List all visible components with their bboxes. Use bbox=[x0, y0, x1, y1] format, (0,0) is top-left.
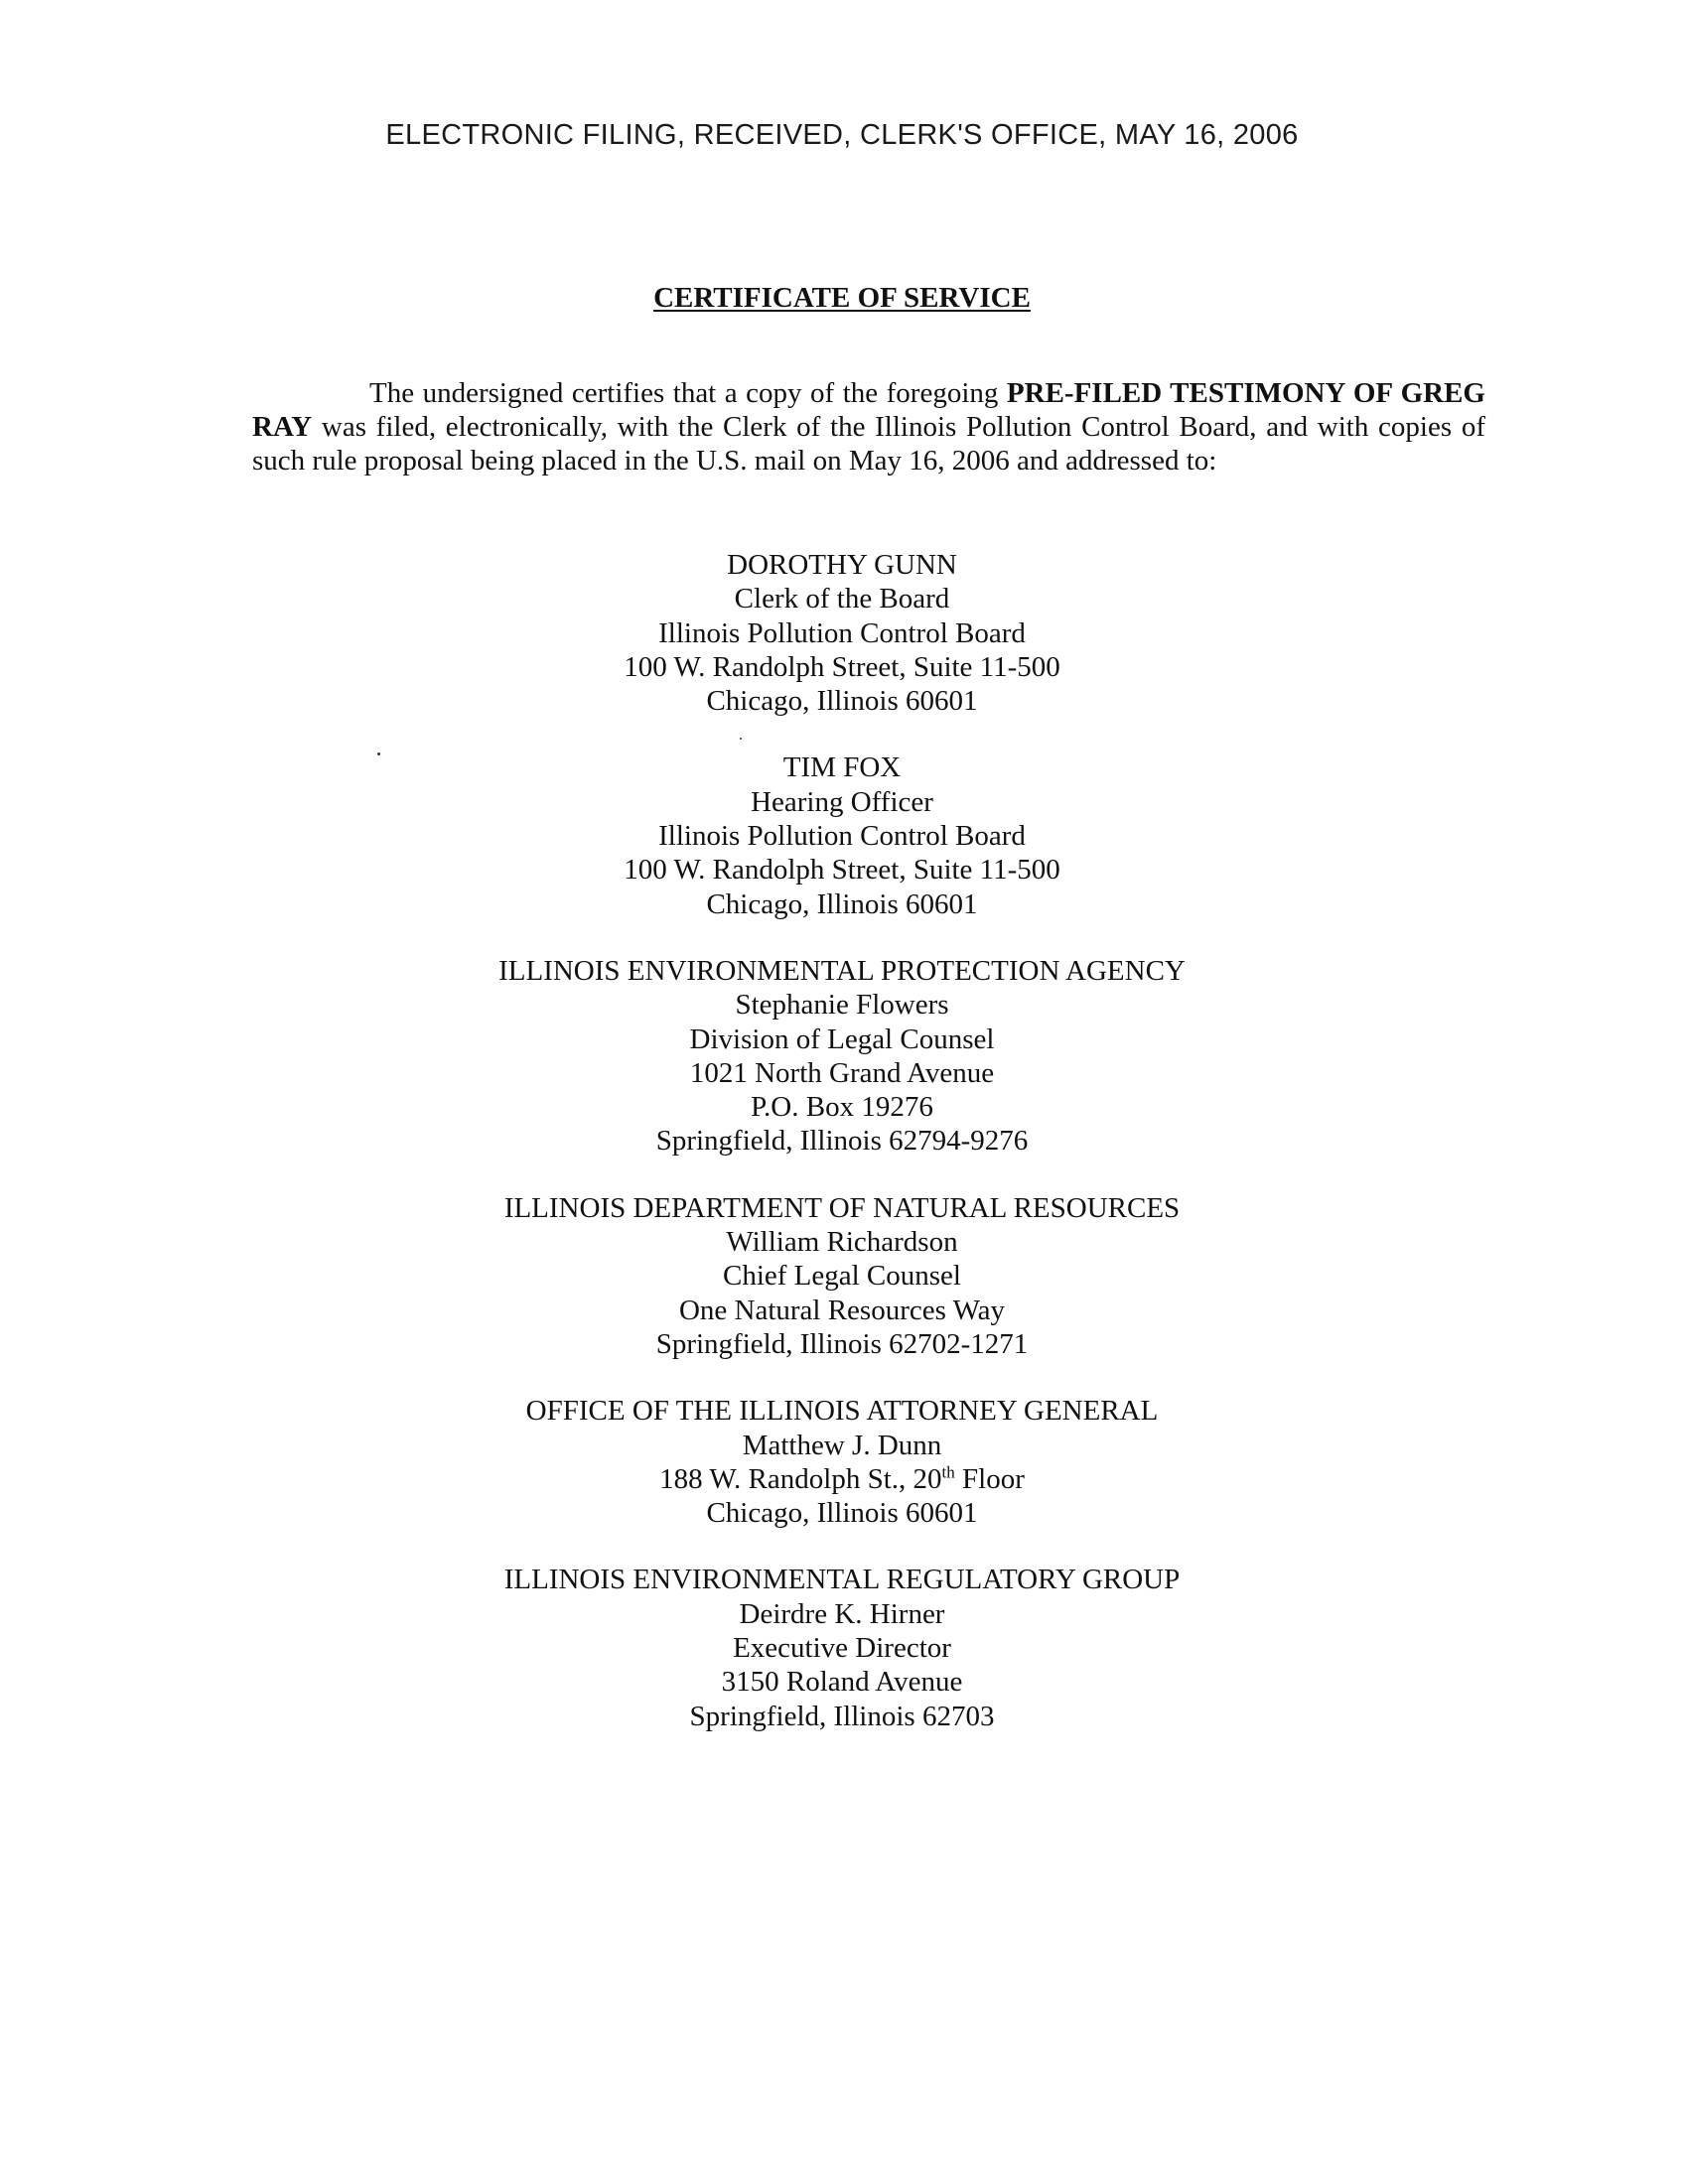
recipient-street: 188 W. Randolph St., 20th Floor bbox=[659, 1462, 1025, 1495]
recipient-title: Clerk of the Board bbox=[734, 583, 950, 615]
certification-rest: was filed, electronically, with the Clerk of the Illinois Pollution Control Board, and with copies of such rule proposal being placed in the U.S. mail on May 16, 2006 and addressed to: bbox=[252, 411, 1485, 477]
recipient-title: Hearing Officer bbox=[751, 785, 933, 818]
recipient-organization: ILLINOIS DEPARTMENT OF NATURAL RESOURCES bbox=[503, 1191, 1181, 1224]
recipient-name: TIM FOX bbox=[782, 751, 902, 784]
recipient-name: Matthew J. Dunn bbox=[742, 1429, 942, 1461]
recipient-organization: OFFICE OF THE ILLINOIS ATTORNEY GENERAL bbox=[525, 1395, 1159, 1428]
recipient-block bbox=[0, 751, 1684, 920]
recipient-title: Chief Legal Counsel bbox=[722, 1260, 961, 1293]
recipient-organization: Illinois Pollution Control Board bbox=[658, 820, 1026, 853]
recipient-block bbox=[0, 1191, 1684, 1361]
recipient-name: DOROTHY GUNN bbox=[727, 549, 957, 581]
service-list bbox=[0, 548, 1684, 1766]
recipient-street: 1021 North Grand Avenue bbox=[689, 1056, 995, 1089]
recipient-title: Executive Director bbox=[733, 1632, 951, 1665]
scan-speck bbox=[740, 738, 742, 740]
recipient-city: Chicago, Illinois 60601 bbox=[706, 685, 978, 718]
recipient-street: 100 W. Randolph Street, Suite 11-500 bbox=[624, 650, 1060, 683]
recipient-street: One Natural Resources Way bbox=[678, 1294, 1006, 1326]
recipient-city: Springfield, Illinois 62794-9276 bbox=[655, 1125, 1029, 1158]
testimony-title: PRE-FILED TESTIMONY OF GREG RAY bbox=[252, 377, 1485, 443]
recipient-city: Chicago, Illinois 60601 bbox=[706, 1497, 978, 1530]
document-title: CERTIFICATE OF SERVICE bbox=[653, 282, 1031, 314]
recipient-street: 3150 Roland Avenue bbox=[721, 1666, 963, 1699]
recipient-block bbox=[0, 1394, 1684, 1530]
recipient-street: 100 W. Randolph Street, Suite 11-500 bbox=[624, 854, 1060, 887]
recipient-block bbox=[0, 548, 1684, 718]
recipient-name: Deirdre K. Hirner bbox=[739, 1597, 945, 1630]
recipient-organization: ILLINOIS ENVIRONMENTAL PROTECTION AGENCY bbox=[498, 954, 1186, 987]
recipient-block bbox=[0, 1563, 1684, 1732]
recipient-organization: Illinois Pollution Control Board bbox=[658, 616, 1026, 649]
certification-intro: The undersigned certifies that a copy of the foregoing bbox=[369, 377, 999, 409]
recipient-division: Division of Legal Counsel bbox=[689, 1023, 995, 1055]
recipient-po-box: P.O. Box 19276 bbox=[751, 1091, 933, 1124]
recipient-city: Springfield, Illinois 62703 bbox=[689, 1700, 995, 1732]
scan-speck bbox=[377, 752, 380, 755]
filing-stamp: ELECTRONIC FILING, RECEIVED, CLERK'S OFFICE, MAY 16, 2006 bbox=[385, 119, 1299, 151]
recipient-name: William Richardson bbox=[726, 1226, 958, 1259]
recipient-city: Chicago, Illinois 60601 bbox=[706, 887, 978, 920]
ordinal-suffix: th bbox=[941, 1462, 955, 1482]
certification-paragraph bbox=[252, 376, 1485, 478]
recipient-organization: ILLINOIS ENVIRONMENTAL REGULATORY GROUP bbox=[503, 1564, 1181, 1596]
recipient-block bbox=[0, 954, 1684, 1159]
recipient-name: Stephanie Flowers bbox=[735, 989, 949, 1022]
recipient-city: Springfield, Illinois 62702-1271 bbox=[655, 1327, 1029, 1360]
